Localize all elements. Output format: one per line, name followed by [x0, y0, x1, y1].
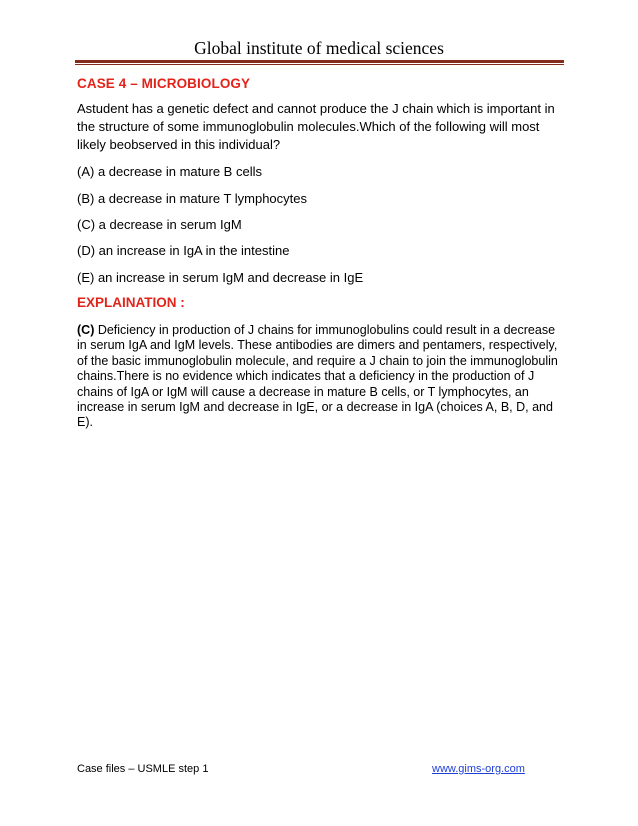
option-b: (B) a decrease in mature T lymphocytes — [77, 191, 308, 206]
explanation-body — [77, 323, 563, 431]
footer-case-files: Case files – USMLE step 1 — [77, 763, 209, 775]
answer-label: (C) — [77, 323, 95, 337]
option-e: (E) an increase in serum IgM and decrease in IgE — [77, 270, 364, 285]
header-rule-thin — [75, 64, 564, 65]
option-c: (C) a decrease in serum IgM — [77, 217, 242, 232]
case-title: CASE 4 – MICROBIOLOGY — [77, 76, 251, 91]
page-header-title: Global institute of medical sciences — [194, 38, 444, 58]
header-rule — [75, 60, 564, 63]
explanation-heading: EXPLAINATION : — [77, 295, 185, 310]
question-text: Astudent has a genetic defect and cannot produce the J chain which is important in the structure of some immunoglobulin molecules.Which of the following will most likely beobserved in this individual? — [77, 101, 555, 152]
explanation-text: Deficiency in production of J chains for immunoglobulins could result in a decrease in serum IgA and IgM levels. These antibodies are dimers and pentamers, respectively, of the basic immunoglobulin molecule, and require a J chain to join the immunoglobulin chains.There is no evidence which indicates that a deficiency in the production of J chains of IgA or IgM will cause a decrease in mature B cells, or T lymphocytes, an increase in serum IgM and decrease in IgE, or a decrease in IgA (choices A, B, D, and E). — [77, 323, 558, 430]
footer-website-link[interactable]: www.gims-org.com — [432, 763, 525, 775]
option-d: (D) an increase in IgA in the intestine — [77, 243, 290, 258]
option-a: (A) a decrease in mature B cells — [77, 164, 262, 179]
